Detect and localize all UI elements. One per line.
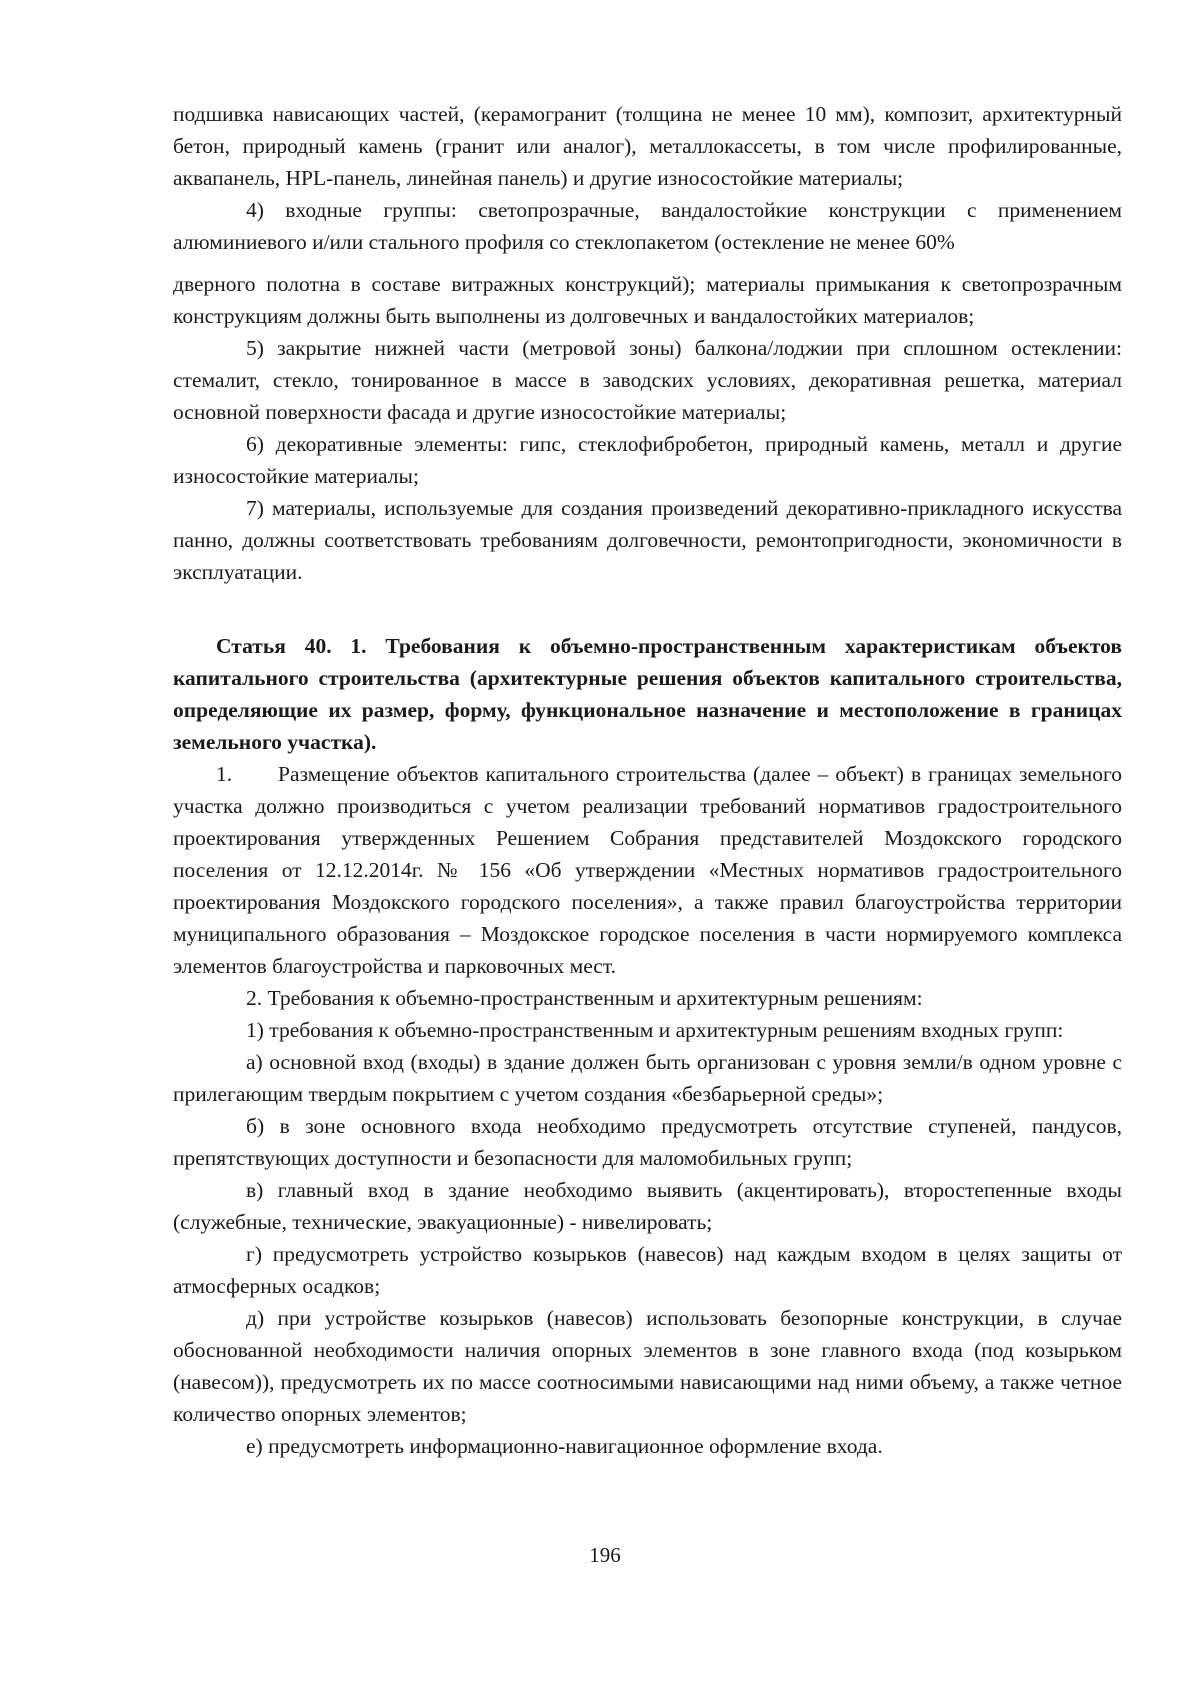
subitem-g: г) предусмотреть устройство козырьков (навесов) над каждым входом в целях защиты от атмосферных осадков; [173, 1242, 1122, 1298]
subitem-1: 1) требования к объемно-пространственным и архитектурным решениям входных групп: [246, 1018, 1064, 1042]
subitem-b: б) в зоне основного входа необходимо предусмотреть отсутствие ступеней, пандусов, препятствующих доступности и безопасности для маломобильных групп; [173, 1114, 1122, 1170]
page-number: 196 [589, 1543, 621, 1567]
subitem-e: е) предусмотреть информационно-навигационное оформление входа. [246, 1434, 883, 1458]
item-1 [173, 758, 1122, 982]
subitem-v: в) главный вход в здание необходимо выявить (акцентировать), второстепенные входы (служебные, технические, эвакуационные) - нивелировать; [173, 1178, 1122, 1234]
item-2: 2. Требования к объемно-пространственным и архитектурным решениям: [246, 986, 923, 1010]
document-body [173, 98, 1122, 1462]
item-1-text: Размещение объектов капитального строительства (далее – объект) в границах земельного участка должно производиться с учетом реализации требований нормативов градостроительного проектирования утвержденных Решением Собрания представителей Моздокского городского поселения от 12.12.2014г. № 156 «Об утверждении «Местных нормативов градостроительного проектирования Моздокского городского поселения», а также правил благоустройства территории муниципального образования – Моздокское городское поселения в части нормируемого комплекса элементов благоустройства и парковочных мест. [173, 762, 1122, 978]
paragraph-cladding-materials: подшивка нависающих частей, (керамогранит (толщина не менее 10 мм), композит, архитектурный бетон, природный камень (гранит или аналог), металлокассеты, в том числе профилированные, аквапанель, HPL-панель, линейная панель) и другие износостойкие материалы; [173, 102, 1122, 190]
paragraph-entrance-groups-cont: дверного полотна в составе витражных конструкций); материалы примыкания к светопрозрачным конструкциям должны быть выполнены из долговечных и вандалостойких материалов; [173, 272, 1122, 328]
paragraph-applied-art-materials: 7) материалы, используемые для создания произведений декоративно-прикладного искусства панно, должны соответствовать требованиям долговечности, ремонтопригодности, экономичности в эксплуатации. [173, 496, 1122, 584]
article-heading: Статья 40. 1. Требования к объемно-пространственным характеристикам объектов капитального строительства (архитектурные решения объектов капитального строительства, определяющие их размер, форму, функциональное назначение и местоположение в границах земельного участка). [173, 634, 1122, 754]
paragraph-entrance-groups: 4) входные группы: светопрозрачные, вандалостойкие конструкции с применением алюминиевого и/или стального профиля со стеклопакетом (остекление не менее 60% [173, 198, 1122, 254]
subitem-a: а) основной вход (входы) в здание должен быть организован с уровня земли/в одном уровне с прилегающим твердым покрытием с учетом создания «безбарьерной среды»; [173, 1050, 1122, 1106]
paragraph-decorative-elements: 6) декоративные элементы: гипс, стеклофибробетон, природный камень, металл и другие износостойкие материалы; [173, 432, 1122, 488]
paragraph-balcony-closure: 5) закрытие нижней части (метровой зоны) балкона/лоджии при сплошном остеклении: стемалит, стекло, тонированное в массе в заводских условиях, декоративная решетка, материал основной поверхности фасада и другие износостойкие материалы; [173, 336, 1122, 424]
subitem-d: д) при устройстве козырьков (навесов) использовать безопорные конструкции, в случае обоснованной необходимости наличия опорных элементов в зоне главного входа (под козырьком (навесом)), предусмотреть их по массе соотносимыми нависающими над ними объему, а также четное количество опорных элементов; [173, 1306, 1122, 1426]
item-1-number: 1. [216, 762, 233, 786]
